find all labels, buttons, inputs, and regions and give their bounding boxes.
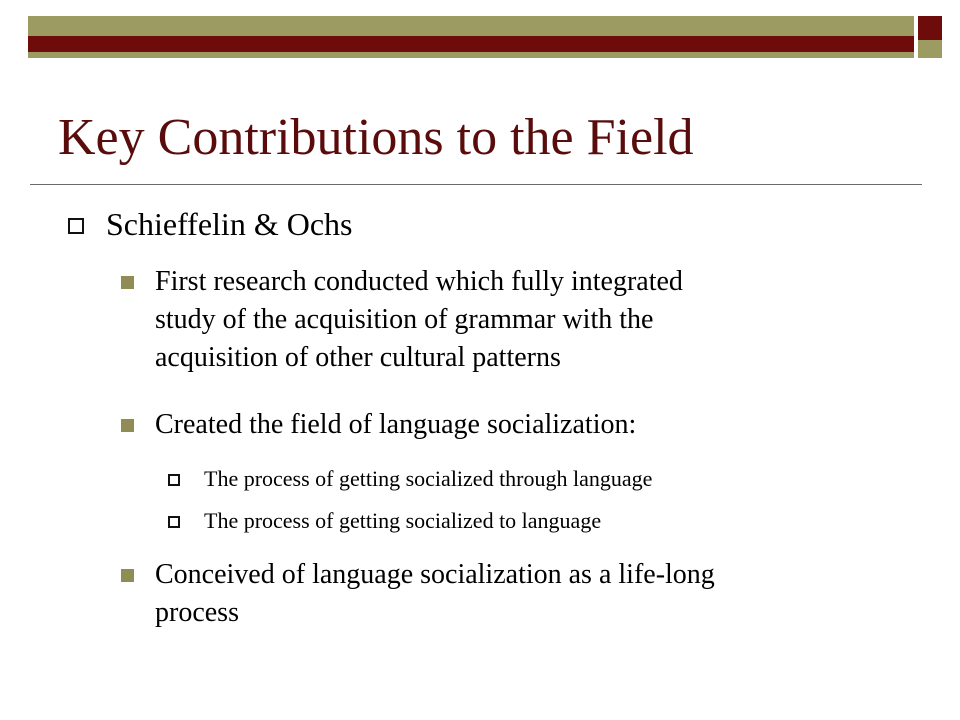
slide-title: Key Contributions to the Field: [58, 109, 694, 166]
bullet-line: study of the acquisition of grammar with the: [155, 304, 654, 335]
bullet-level2-item: [155, 406, 895, 444]
bullet-level3-text: The process of getting socialized to language: [204, 508, 602, 533]
bullet-level2-item: [155, 263, 895, 377]
filled-square-bullet-icon: [121, 276, 134, 289]
filled-square-bullet-icon: [121, 569, 134, 582]
filled-square-bullet-icon: [121, 419, 134, 432]
bullet-level2-item: [155, 556, 895, 632]
hollow-square-bullet-icon: [168, 516, 180, 528]
bullet-line: Created the field of language socialization:: [155, 409, 637, 440]
bullet-level3-item: [204, 464, 652, 494]
hollow-square-bullet-icon: [168, 474, 180, 486]
bullet-line: acquisition of other cultural patterns: [155, 342, 561, 373]
bullet-level3-item: [204, 506, 601, 536]
bullet-line: Conceived of language socialization as a life-long: [155, 559, 715, 590]
bullet-level1-text: Schieffelin & Ochs: [106, 206, 353, 242]
bullet-line: process: [155, 597, 239, 628]
bullet-level3-text: The process of getting socialized through language: [204, 466, 653, 491]
bullet-level1: [106, 202, 352, 246]
hollow-square-bullet-icon: [68, 218, 84, 234]
bullet-line: First research conducted which fully integrated: [155, 266, 683, 297]
